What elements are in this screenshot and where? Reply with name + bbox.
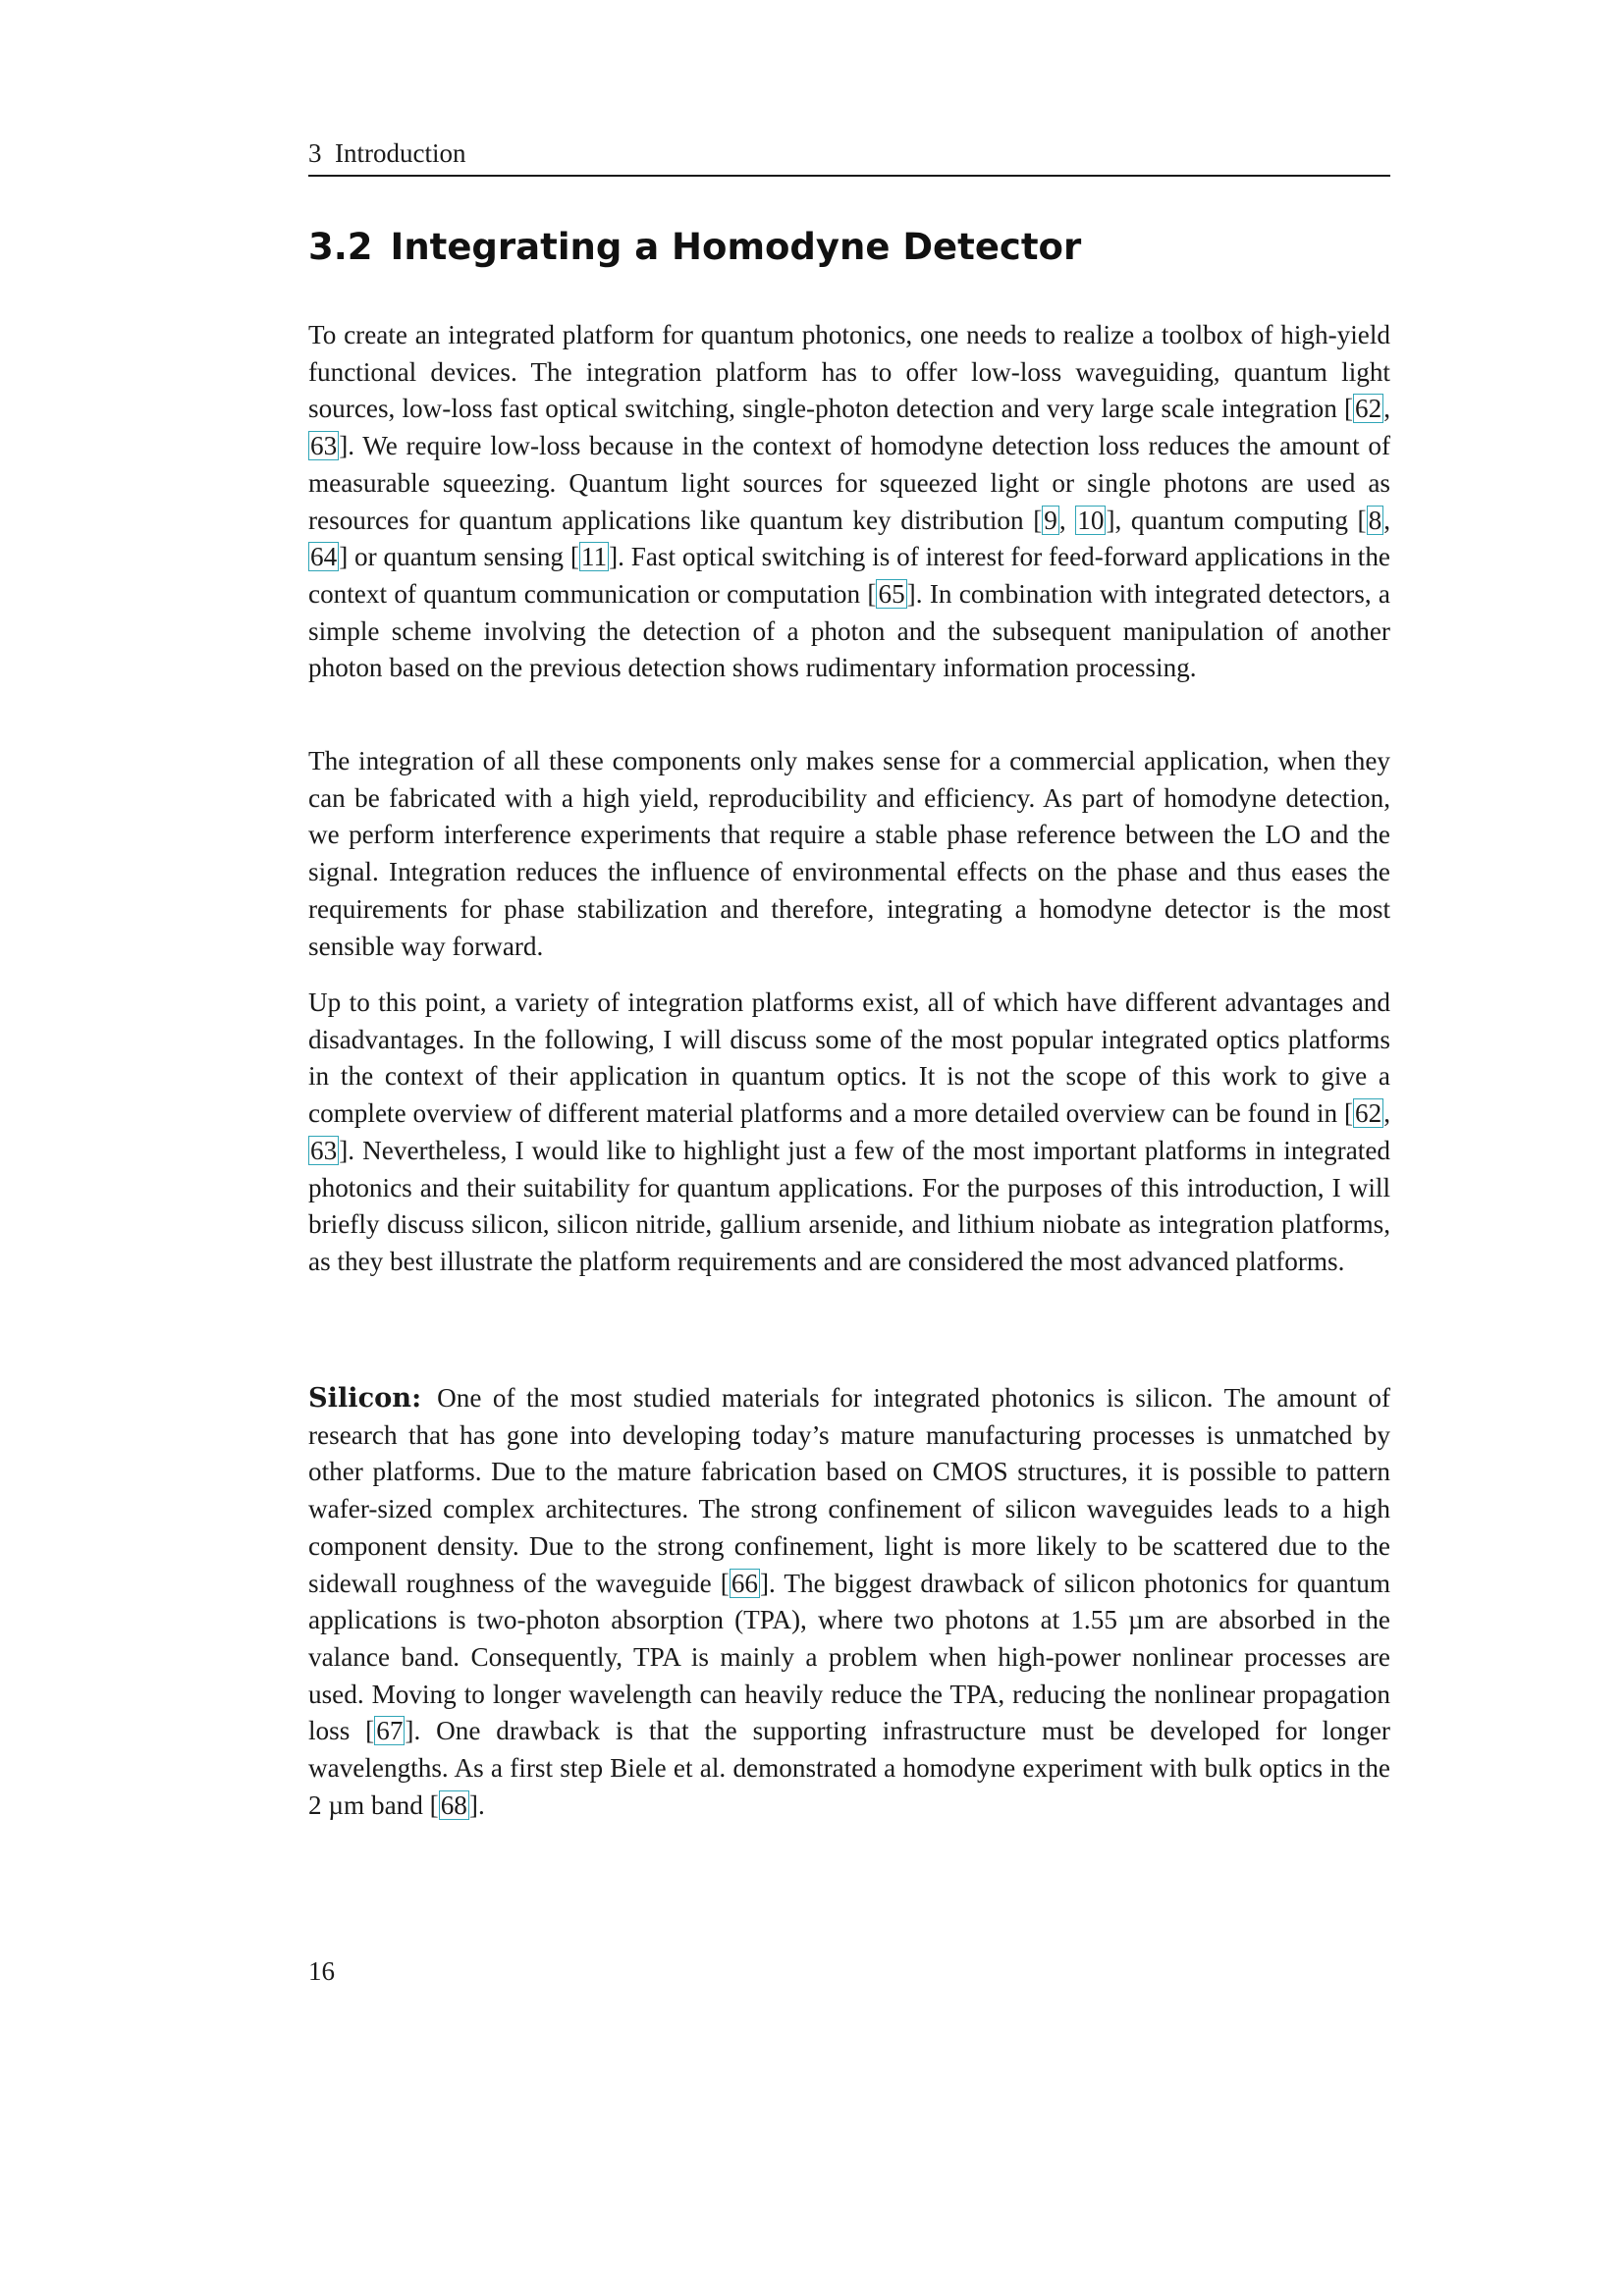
citation-link[interactable]: 65 <box>878 578 905 609</box>
text-run: One of the most studied materials for integrated photonics is silicon. The amount of research that has gone into developing today’s mature manufacturing processes is unmatched by other platforms. Due to the mature fabrication based on CMOS structures, it is possible to pattern wafer-sized complex architectures. The strong confinement of silicon waveguides leads to a high component density. Due to the strong confinement, light is more likely to be scattered due to the sidewall roughness of the waveguide [ <box>308 1383 1390 1598</box>
citation-link[interactable]: 11 <box>580 542 608 572</box>
chapter-number: 3 <box>308 138 322 168</box>
page-number: 16 <box>308 1956 335 1986</box>
text-run: ] or quantum sensing [ <box>339 542 579 572</box>
text-run: To create an integrated platform for quantum photonics, one needs to realize a toolbox of high-yield functional devices. The integration platform has to offer low-loss waveguiding, quantum light sources, low-loss fast optical switching, single-photon detection and very large scale integration [ <box>308 320 1390 424</box>
text-run: ], quantum computing [ <box>1106 505 1367 535</box>
section-heading: Integrating a Homodyne Detector <box>390 226 1082 268</box>
text-run: ]. The biggest drawback of silicon photonics for quantum applications is two-photon absorption (TPA), where two photons at 1.55 µm are absorbed in the valance band. Consequently, TPA is mainly a problem when high-power nonlinear processes are used. Moving to longer wavelength can heavily reduce the TPA, reducing the nonlinear propagation loss [ <box>308 1568 1390 1746</box>
citation-link[interactable]: 66 <box>731 1568 758 1598</box>
text-run: , <box>1383 505 1391 535</box>
text-run: ]. <box>468 1789 485 1820</box>
running-header <box>308 135 1390 177</box>
paragraph-4 <box>308 1380 1390 1824</box>
section-number: 3.2 <box>308 226 373 268</box>
citation-link[interactable]: 63 <box>310 1135 338 1165</box>
text-run: ]. In combination with integrated detectors, a simple scheme involving the detection of a photon and the subsequent manipulation of another photon based on the previous detection shows rudimentary information processing. <box>308 578 1390 683</box>
citation-link[interactable]: 68 <box>440 1789 467 1820</box>
citation-link[interactable]: 9 <box>1044 505 1057 535</box>
citation-link[interactable]: 64 <box>310 542 338 572</box>
text-run: , <box>1058 505 1076 535</box>
text-run: Up to this point, a variety of integration platforms exist, all of which have different advantages and disadvantages. In the following, I will discuss some of the most popular integrated optics platforms in the context of their application in quantum optics. It is not the scope of this work to give a complete overview of different material platforms and a more detailed overview can be found in [ <box>308 988 1390 1129</box>
text-run: , <box>1383 394 1390 424</box>
paragraph-1 <box>308 317 1390 687</box>
chapter-title: Introduction <box>335 138 466 168</box>
text-run: , <box>1383 1098 1390 1129</box>
paragraph-3 <box>308 985 1390 1281</box>
citation-link[interactable]: 10 <box>1077 505 1105 535</box>
paragraph-2: The integration of all these components only makes sense for a commercial application, when they can be fabricated with a high yield, reproducibility and efficiency. As part of homodyne detection, we perform interference experiments that require a stable phase reference between the LO and the signal. Integration reduces the influence of environmental effects on the phase and thus eases the requirements for phase stabilization and therefore, integrating a homodyne detector is the most sensible way forward. <box>308 746 1390 961</box>
citation-link[interactable]: 62 <box>1355 1098 1382 1129</box>
text-run: ]. One drawback is that the supporting infrastructure must be developed for longer wavelengths. As a first step Biele et al. demonstrated a homodyne experiment with bulk optics in the 2 µm band [ <box>308 1716 1390 1820</box>
text-run: ]. Nevertheless, I would like to highlight just a few of the most important platforms in integrated photonics and their suitability for quantum applications. For the purposes of this introduction, I will briefly discuss silicon, silicon nitride, gallium arsenide, and lithium niobate as integration platforms, as they best illustrate the platform requirements and are considered the most advanced platforms. <box>308 1135 1390 1276</box>
text-run: ]. Fast optical switching is of interest for feed-forward applications in the context of quantum communication or computation [ <box>308 542 1390 609</box>
citation-link[interactable]: 8 <box>1368 505 1382 535</box>
section-title <box>308 224 1390 271</box>
citation-link[interactable]: 62 <box>1355 394 1382 424</box>
citation-link[interactable]: 67 <box>376 1716 404 1746</box>
paragraph-run-in-heading: Silicon: <box>308 1382 422 1414</box>
text-run: ]. We require low-loss because in the context of homodyne detection loss reduces the amount of measurable squeezing. Quantum light sources for squeezed light or single photons are used as resources for quantum applications like quantum key distribution [ <box>308 431 1390 535</box>
citation-link[interactable]: 63 <box>310 431 338 461</box>
